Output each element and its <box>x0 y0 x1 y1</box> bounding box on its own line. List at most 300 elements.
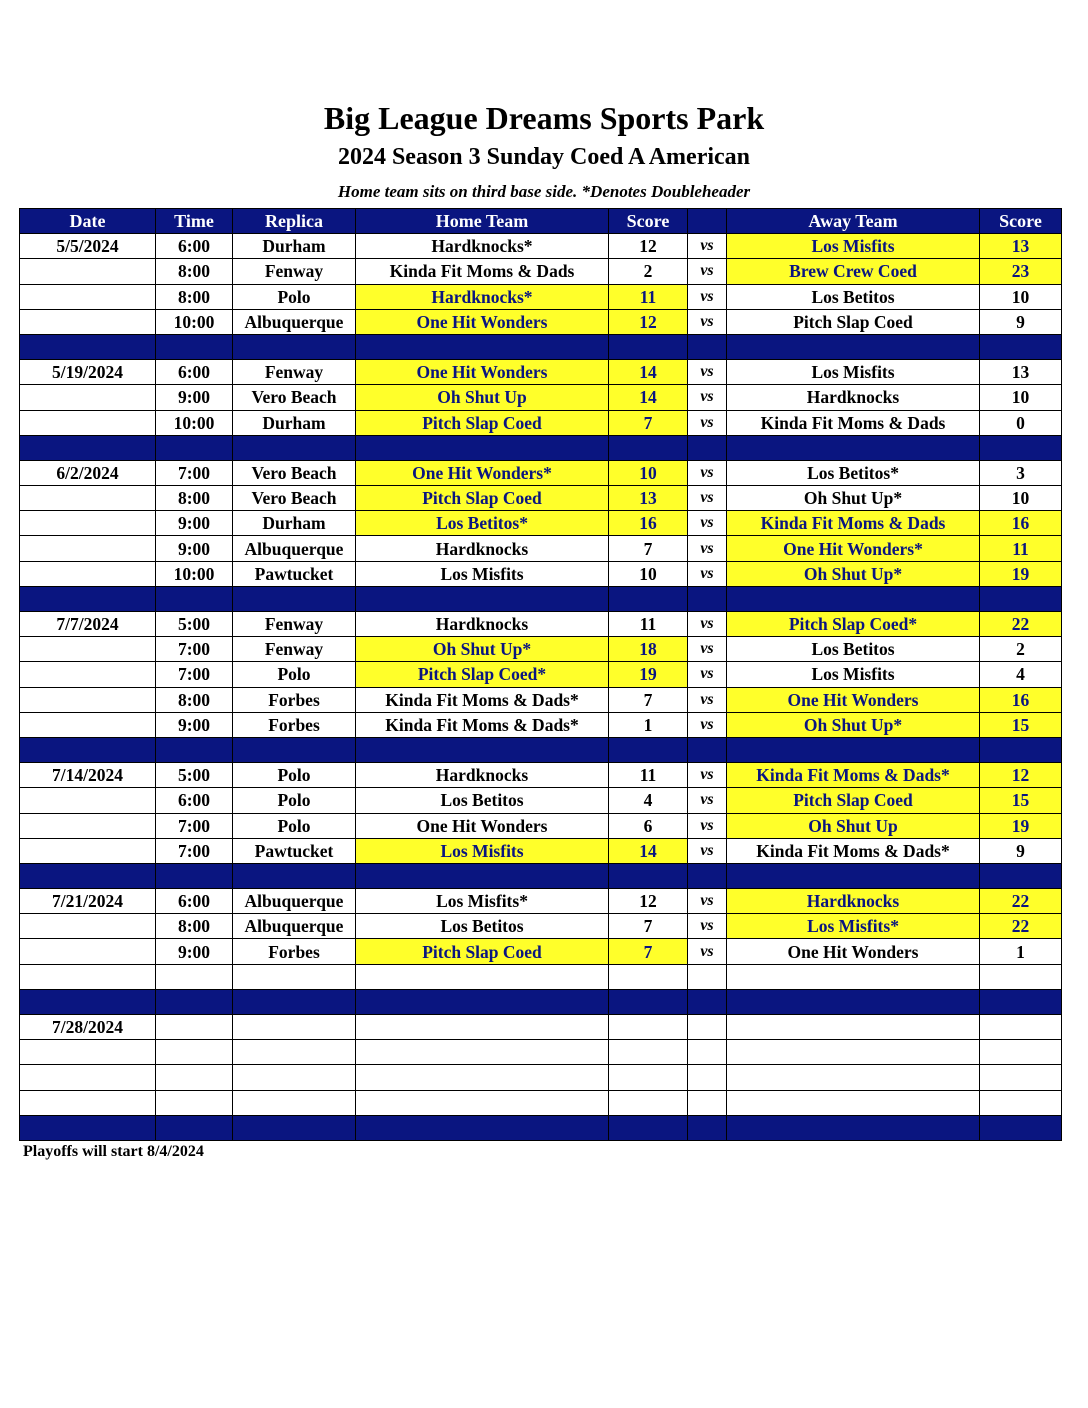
away-score-cell: 0 <box>980 410 1062 435</box>
away-team-cell: Los Misfits <box>727 662 980 687</box>
time-cell: 9:00 <box>156 712 233 737</box>
col-header-time: Time <box>156 209 233 234</box>
game-row <box>20 712 1062 737</box>
replica-cell: Durham <box>233 511 356 536</box>
separator-cell <box>727 435 980 460</box>
replica-cell: Pawtucket <box>233 561 356 586</box>
home-team-cell: One Hit Wonders <box>356 360 609 385</box>
home-team-cell: Kinda Fit Moms & Dads* <box>356 687 609 712</box>
empty-cell <box>356 964 609 989</box>
game-row <box>20 410 1062 435</box>
away-team-cell: Kinda Fit Moms & Dads <box>727 410 980 435</box>
home-score-cell: 11 <box>609 763 688 788</box>
vs-cell: vs <box>688 813 727 838</box>
separator-cell <box>156 1115 233 1140</box>
home-team-cell: One Hit Wonders <box>356 309 609 334</box>
home-score-cell: 7 <box>609 939 688 964</box>
vs-cell <box>688 1015 727 1040</box>
home-team-cell: Los Betitos <box>356 788 609 813</box>
replica-cell: Albuquerque <box>233 536 356 561</box>
time-cell: 7:00 <box>156 662 233 687</box>
separator-cell <box>20 989 156 1014</box>
time-cell: 5:00 <box>156 763 233 788</box>
away-score-cell: 15 <box>980 712 1062 737</box>
date-cell <box>20 284 156 309</box>
home-score-cell: 19 <box>609 662 688 687</box>
separator-cell <box>980 989 1062 1014</box>
home-team-cell: Hardknocks <box>356 763 609 788</box>
home-score-cell: 10 <box>609 561 688 586</box>
separator-cell <box>233 863 356 888</box>
empty-cell <box>609 1065 688 1090</box>
vs-cell: vs <box>688 259 727 284</box>
game-row <box>20 838 1062 863</box>
game-row <box>20 511 1062 536</box>
game-row <box>20 259 1062 284</box>
date-cell: 7/14/2024 <box>20 763 156 788</box>
separator-cell <box>980 435 1062 460</box>
away-score-cell: 19 <box>980 813 1062 838</box>
away-team-cell: Los Betitos <box>727 637 980 662</box>
time-cell: 8:00 <box>156 687 233 712</box>
schedule-table <box>19 208 1062 1141</box>
separator-cell <box>156 737 233 762</box>
date-cell: 7/7/2024 <box>20 612 156 637</box>
game-row <box>20 939 1062 964</box>
replica-cell: Fenway <box>233 612 356 637</box>
vs-cell: vs <box>688 687 727 712</box>
game-row <box>20 788 1062 813</box>
replica-cell: Polo <box>233 788 356 813</box>
home-team-cell: Hardknocks* <box>356 284 609 309</box>
time-cell: 9:00 <box>156 536 233 561</box>
separator-cell <box>980 737 1062 762</box>
home-team-cell: Pitch Slap Coed <box>356 939 609 964</box>
away-team-cell: Los Misfits <box>727 360 980 385</box>
away-team-cell: Oh Shut Up* <box>727 712 980 737</box>
date-cell: 5/5/2024 <box>20 234 156 259</box>
separator-cell <box>20 586 156 611</box>
empty-row <box>20 1040 1062 1065</box>
separator-cell <box>356 989 609 1014</box>
empty-cell <box>20 1090 156 1115</box>
separator-cell <box>980 1115 1062 1140</box>
away-score-cell: 11 <box>980 536 1062 561</box>
away-team-cell: Oh Shut Up <box>727 813 980 838</box>
separator-cell <box>727 334 980 359</box>
separator-cell <box>980 334 1062 359</box>
empty-cell <box>156 1040 233 1065</box>
empty-cell <box>980 1090 1062 1115</box>
home-score-cell: 2 <box>609 259 688 284</box>
vs-cell: vs <box>688 939 727 964</box>
date-cell <box>20 536 156 561</box>
replica-cell: Forbes <box>233 939 356 964</box>
home-team-cell: Hardknocks <box>356 612 609 637</box>
vs-cell: vs <box>688 838 727 863</box>
vs-cell: vs <box>688 763 727 788</box>
away-team-cell: Hardknocks <box>727 889 980 914</box>
vs-cell: vs <box>688 385 727 410</box>
away-score-cell: 9 <box>980 309 1062 334</box>
separator-cell <box>609 334 688 359</box>
separator-cell <box>356 863 609 888</box>
replica-cell: Durham <box>233 410 356 435</box>
time-cell: 6:00 <box>156 889 233 914</box>
separator-cell <box>233 1115 356 1140</box>
home-score-cell: 13 <box>609 486 688 511</box>
away-score-cell: 19 <box>980 561 1062 586</box>
empty-cell <box>688 1065 727 1090</box>
replica-cell: Vero Beach <box>233 385 356 410</box>
col-header-date: Date <box>20 209 156 234</box>
home-score-cell: 7 <box>609 410 688 435</box>
time-cell: 10:00 <box>156 410 233 435</box>
date-cell <box>20 939 156 964</box>
home-score-cell: 11 <box>609 612 688 637</box>
replica-cell: Vero Beach <box>233 486 356 511</box>
empty-cell <box>609 1090 688 1115</box>
home-team-cell: Los Misfits <box>356 561 609 586</box>
game-row <box>20 561 1062 586</box>
away-score-cell: 10 <box>980 486 1062 511</box>
away-team-cell: One Hit Wonders <box>727 939 980 964</box>
vs-cell: vs <box>688 234 727 259</box>
replica-cell: Polo <box>233 763 356 788</box>
replica-cell <box>233 1015 356 1040</box>
separator-cell <box>980 586 1062 611</box>
time-cell: 7:00 <box>156 838 233 863</box>
away-score-cell: 9 <box>980 838 1062 863</box>
away-score-cell <box>980 1015 1062 1040</box>
date-cell: 6/2/2024 <box>20 460 156 485</box>
vs-cell: vs <box>688 889 727 914</box>
game-row <box>20 813 1062 838</box>
date-cell <box>20 385 156 410</box>
vs-cell: vs <box>688 637 727 662</box>
replica-cell: Pawtucket <box>233 838 356 863</box>
page-title: Big League Dreams Sports Park <box>323 100 765 136</box>
time-cell: 9:00 <box>156 939 233 964</box>
away-score-cell: 16 <box>980 511 1062 536</box>
home-team-cell: Kinda Fit Moms & Dads* <box>356 712 609 737</box>
separator-cell <box>609 435 688 460</box>
home-team-cell: Oh Shut Up* <box>356 637 609 662</box>
empty-cell <box>609 1040 688 1065</box>
game-row <box>20 687 1062 712</box>
game-row <box>20 284 1062 309</box>
game-row <box>20 914 1062 939</box>
away-team-cell: Pitch Slap Coed <box>727 309 980 334</box>
away-team-cell: Kinda Fit Moms & Dads* <box>727 763 980 788</box>
date-cell: 5/19/2024 <box>20 360 156 385</box>
time-cell: 7:00 <box>156 637 233 662</box>
time-cell: 10:00 <box>156 309 233 334</box>
separator-cell <box>156 863 233 888</box>
date-cell <box>20 813 156 838</box>
time-cell: 7:00 <box>156 813 233 838</box>
replica-cell: Albuquerque <box>233 889 356 914</box>
separator-cell <box>688 334 727 359</box>
home-score-cell: 16 <box>609 511 688 536</box>
week-separator-row <box>20 863 1062 888</box>
game-row <box>20 662 1062 687</box>
empty-cell <box>727 1040 980 1065</box>
separator-cell <box>20 737 156 762</box>
empty-cell <box>20 1040 156 1065</box>
vs-cell: vs <box>688 536 727 561</box>
separator-cell <box>233 334 356 359</box>
col-header-vs <box>688 209 727 234</box>
home-score-cell: 7 <box>609 687 688 712</box>
col-header-away-score: Score <box>980 209 1062 234</box>
separator-cell <box>20 1115 156 1140</box>
home-score-cell: 6 <box>609 813 688 838</box>
time-cell: 10:00 <box>156 561 233 586</box>
separator-cell <box>609 863 688 888</box>
away-team-cell: Oh Shut Up* <box>727 561 980 586</box>
away-score-cell: 13 <box>980 234 1062 259</box>
empty-cell <box>233 964 356 989</box>
separator-cell <box>356 435 609 460</box>
separator-cell <box>688 989 727 1014</box>
col-header-home-score: Score <box>609 209 688 234</box>
separator-cell <box>688 435 727 460</box>
home-team-cell: Los Betitos <box>356 914 609 939</box>
empty-cell <box>688 964 727 989</box>
date-cell <box>20 687 156 712</box>
replica-cell: Polo <box>233 813 356 838</box>
vs-cell: vs <box>688 460 727 485</box>
empty-cell <box>356 1040 609 1065</box>
game-row <box>20 1015 1062 1040</box>
home-team-cell: Pitch Slap Coed* <box>356 662 609 687</box>
vs-cell: vs <box>688 561 727 586</box>
home-score-cell: 14 <box>609 385 688 410</box>
empty-cell <box>156 964 233 989</box>
date-cell <box>20 561 156 586</box>
away-team-cell: Kinda Fit Moms & Dads <box>727 511 980 536</box>
empty-row <box>20 1065 1062 1090</box>
week-separator-row <box>20 989 1062 1014</box>
away-team-cell: One Hit Wonders <box>727 687 980 712</box>
week-separator-row <box>20 334 1062 359</box>
home-team-cell: One Hit Wonders* <box>356 460 609 485</box>
home-score-cell: 14 <box>609 838 688 863</box>
time-cell: 6:00 <box>156 360 233 385</box>
empty-cell <box>233 1040 356 1065</box>
empty-cell <box>727 1065 980 1090</box>
home-team-cell: Kinda Fit Moms & Dads <box>356 259 609 284</box>
vs-cell: vs <box>688 410 727 435</box>
game-row <box>20 763 1062 788</box>
date-cell <box>20 511 156 536</box>
away-score-cell: 10 <box>980 385 1062 410</box>
empty-cell <box>233 1090 356 1115</box>
replica-cell: Durham <box>233 234 356 259</box>
away-team-cell: One Hit Wonders* <box>727 536 980 561</box>
away-score-cell: 2 <box>980 637 1062 662</box>
vs-cell: vs <box>688 712 727 737</box>
home-score-cell: 14 <box>609 360 688 385</box>
replica-cell: Polo <box>233 662 356 687</box>
away-team-cell: Los Misfits* <box>727 914 980 939</box>
away-score-cell: 22 <box>980 889 1062 914</box>
separator-cell <box>688 586 727 611</box>
empty-cell <box>727 964 980 989</box>
separator-cell <box>609 586 688 611</box>
game-row <box>20 637 1062 662</box>
away-team-cell: Oh Shut Up* <box>727 486 980 511</box>
home-team-cell: Pitch Slap Coed <box>356 410 609 435</box>
separator-cell <box>980 863 1062 888</box>
date-cell <box>20 486 156 511</box>
replica-cell: Vero Beach <box>233 460 356 485</box>
empty-cell <box>20 1065 156 1090</box>
date-cell <box>20 662 156 687</box>
game-row <box>20 385 1062 410</box>
away-score-cell: 15 <box>980 788 1062 813</box>
time-cell: 6:00 <box>156 788 233 813</box>
empty-cell <box>20 964 156 989</box>
separator-cell <box>727 737 980 762</box>
time-cell: 7:00 <box>156 460 233 485</box>
separator-cell <box>727 863 980 888</box>
separator-cell <box>20 863 156 888</box>
separator-cell <box>609 989 688 1014</box>
empty-row <box>20 1090 1062 1115</box>
away-score-cell: 16 <box>980 687 1062 712</box>
separator-cell <box>233 586 356 611</box>
page-subtitle: 2024 Season 3 Sunday Coed A American <box>337 144 751 170</box>
vs-cell: vs <box>688 914 727 939</box>
replica-cell: Albuquerque <box>233 309 356 334</box>
replica-cell: Forbes <box>233 687 356 712</box>
home-score-cell <box>609 1015 688 1040</box>
empty-cell <box>688 1040 727 1065</box>
empty-cell <box>356 1065 609 1090</box>
date-cell: 7/21/2024 <box>20 889 156 914</box>
doubleheader-note: Home team sits on third base side. *Denotes Doubleheader <box>337 182 751 201</box>
game-row <box>20 486 1062 511</box>
away-team-cell: Brew Crew Coed <box>727 259 980 284</box>
col-header-home-team: Home Team <box>356 209 609 234</box>
time-cell: 8:00 <box>156 259 233 284</box>
separator-cell <box>356 334 609 359</box>
separator-cell <box>727 989 980 1014</box>
empty-cell <box>356 1090 609 1115</box>
col-header-replica: Replica <box>233 209 356 234</box>
away-score-cell: 22 <box>980 914 1062 939</box>
empty-cell <box>609 964 688 989</box>
date-cell <box>20 410 156 435</box>
playoffs-note: Playoffs will start 8/4/2024 <box>23 1143 204 1160</box>
home-score-cell: 12 <box>609 889 688 914</box>
away-score-cell: 10 <box>980 284 1062 309</box>
away-score-cell: 13 <box>980 360 1062 385</box>
home-score-cell: 18 <box>609 637 688 662</box>
away-team-cell: Pitch Slap Coed <box>727 788 980 813</box>
separator-cell <box>233 989 356 1014</box>
game-row <box>20 889 1062 914</box>
home-score-cell: 1 <box>609 712 688 737</box>
week-separator-row <box>20 1115 1062 1140</box>
date-cell <box>20 712 156 737</box>
separator-cell <box>233 435 356 460</box>
away-team-cell: Los Misfits <box>727 234 980 259</box>
home-team-cell: Oh Shut Up <box>356 385 609 410</box>
home-team-cell: Los Misfits <box>356 838 609 863</box>
date-cell <box>20 838 156 863</box>
home-score-cell: 10 <box>609 460 688 485</box>
replica-cell: Fenway <box>233 360 356 385</box>
empty-cell <box>688 1090 727 1115</box>
separator-cell <box>609 737 688 762</box>
separator-cell <box>688 1115 727 1140</box>
vs-cell: vs <box>688 612 727 637</box>
home-team-cell: Hardknocks* <box>356 234 609 259</box>
date-cell: 7/28/2024 <box>20 1015 156 1040</box>
replica-cell: Albuquerque <box>233 914 356 939</box>
away-score-cell: 23 <box>980 259 1062 284</box>
time-cell: 6:00 <box>156 234 233 259</box>
game-row <box>20 460 1062 485</box>
empty-cell <box>727 1090 980 1115</box>
col-header-away-team: Away Team <box>727 209 980 234</box>
time-cell: 8:00 <box>156 284 233 309</box>
date-cell <box>20 637 156 662</box>
game-row <box>20 536 1062 561</box>
separator-cell <box>688 863 727 888</box>
week-separator-row <box>20 435 1062 460</box>
date-cell <box>20 309 156 334</box>
empty-cell <box>156 1065 233 1090</box>
home-team-cell <box>356 1015 609 1040</box>
separator-cell <box>688 737 727 762</box>
separator-cell <box>233 737 356 762</box>
home-score-cell: 7 <box>609 536 688 561</box>
away-team-cell <box>727 1015 980 1040</box>
home-team-cell: Los Betitos* <box>356 511 609 536</box>
separator-cell <box>727 1115 980 1140</box>
home-team-cell: Los Misfits* <box>356 889 609 914</box>
home-score-cell: 12 <box>609 309 688 334</box>
home-score-cell: 7 <box>609 914 688 939</box>
time-cell: 9:00 <box>156 385 233 410</box>
replica-cell: Polo <box>233 284 356 309</box>
time-cell: 9:00 <box>156 511 233 536</box>
empty-row <box>20 964 1062 989</box>
home-team-cell: Pitch Slap Coed <box>356 486 609 511</box>
separator-cell <box>20 334 156 359</box>
away-team-cell: Pitch Slap Coed* <box>727 612 980 637</box>
empty-cell <box>233 1065 356 1090</box>
game-row <box>20 360 1062 385</box>
week-separator-row <box>20 586 1062 611</box>
vs-cell: vs <box>688 309 727 334</box>
time-cell <box>156 1015 233 1040</box>
date-cell <box>20 259 156 284</box>
separator-cell <box>356 1115 609 1140</box>
game-row <box>20 612 1062 637</box>
empty-cell <box>980 1065 1062 1090</box>
replica-cell: Fenway <box>233 259 356 284</box>
separator-cell <box>727 586 980 611</box>
away-score-cell: 12 <box>980 763 1062 788</box>
time-cell: 8:00 <box>156 914 233 939</box>
game-row <box>20 309 1062 334</box>
separator-cell <box>356 586 609 611</box>
